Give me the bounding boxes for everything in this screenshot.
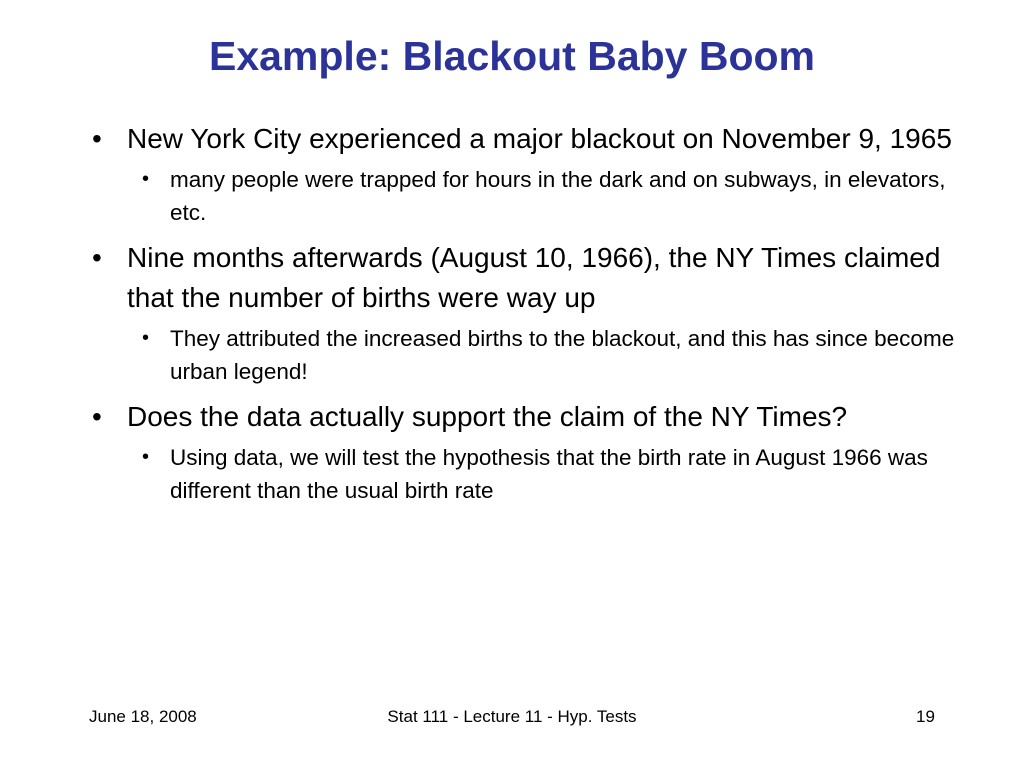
slide-content [90,116,970,516]
sub-bullet-icon: • [142,327,150,349]
footer-date: June 18, 2008 [89,707,197,726]
sub-bullet-text: They attributed the increased births to the blackout, and this has since become urban legend! [170,326,955,384]
sub-bullet-text: Using data, we will test the hypothesis that the birth rate in August 1966 was different than the usual birth rate [170,445,928,503]
bullet-text: Does the data actually support the claim of the NY Times? [127,401,848,432]
footer-course: Stat 111 - Lecture 11 - Hyp. Tests [387,707,637,726]
sub-bullet-text: many people were trapped for hours in the dark and on subways, in elevators, etc. [170,167,946,225]
bullet-icon: • [92,242,102,273]
sub-bullet-icon: • [142,168,150,190]
bullet-icon: • [92,401,102,432]
bullet-point-3 [90,397,970,437]
sub-bullet-icon: • [142,446,150,468]
bullet-icon: • [92,123,102,154]
bullet-point-1 [90,119,970,159]
sub-bullet-point-2 [90,322,970,388]
sub-bullet-point-3 [90,441,970,507]
slide-title: Example: Blackout Baby Boom [208,33,816,79]
bullet-point-2 [90,238,970,318]
bullet-text: New York City experienced a major blackout on November 9, 1965 [127,123,952,154]
bullet-text: Nine months afterwards (August 10, 1966), the NY Times claimed that the number of births were way up [127,242,941,313]
footer-page-number: 19 [916,707,935,726]
sub-bullet-point-1 [90,163,970,229]
